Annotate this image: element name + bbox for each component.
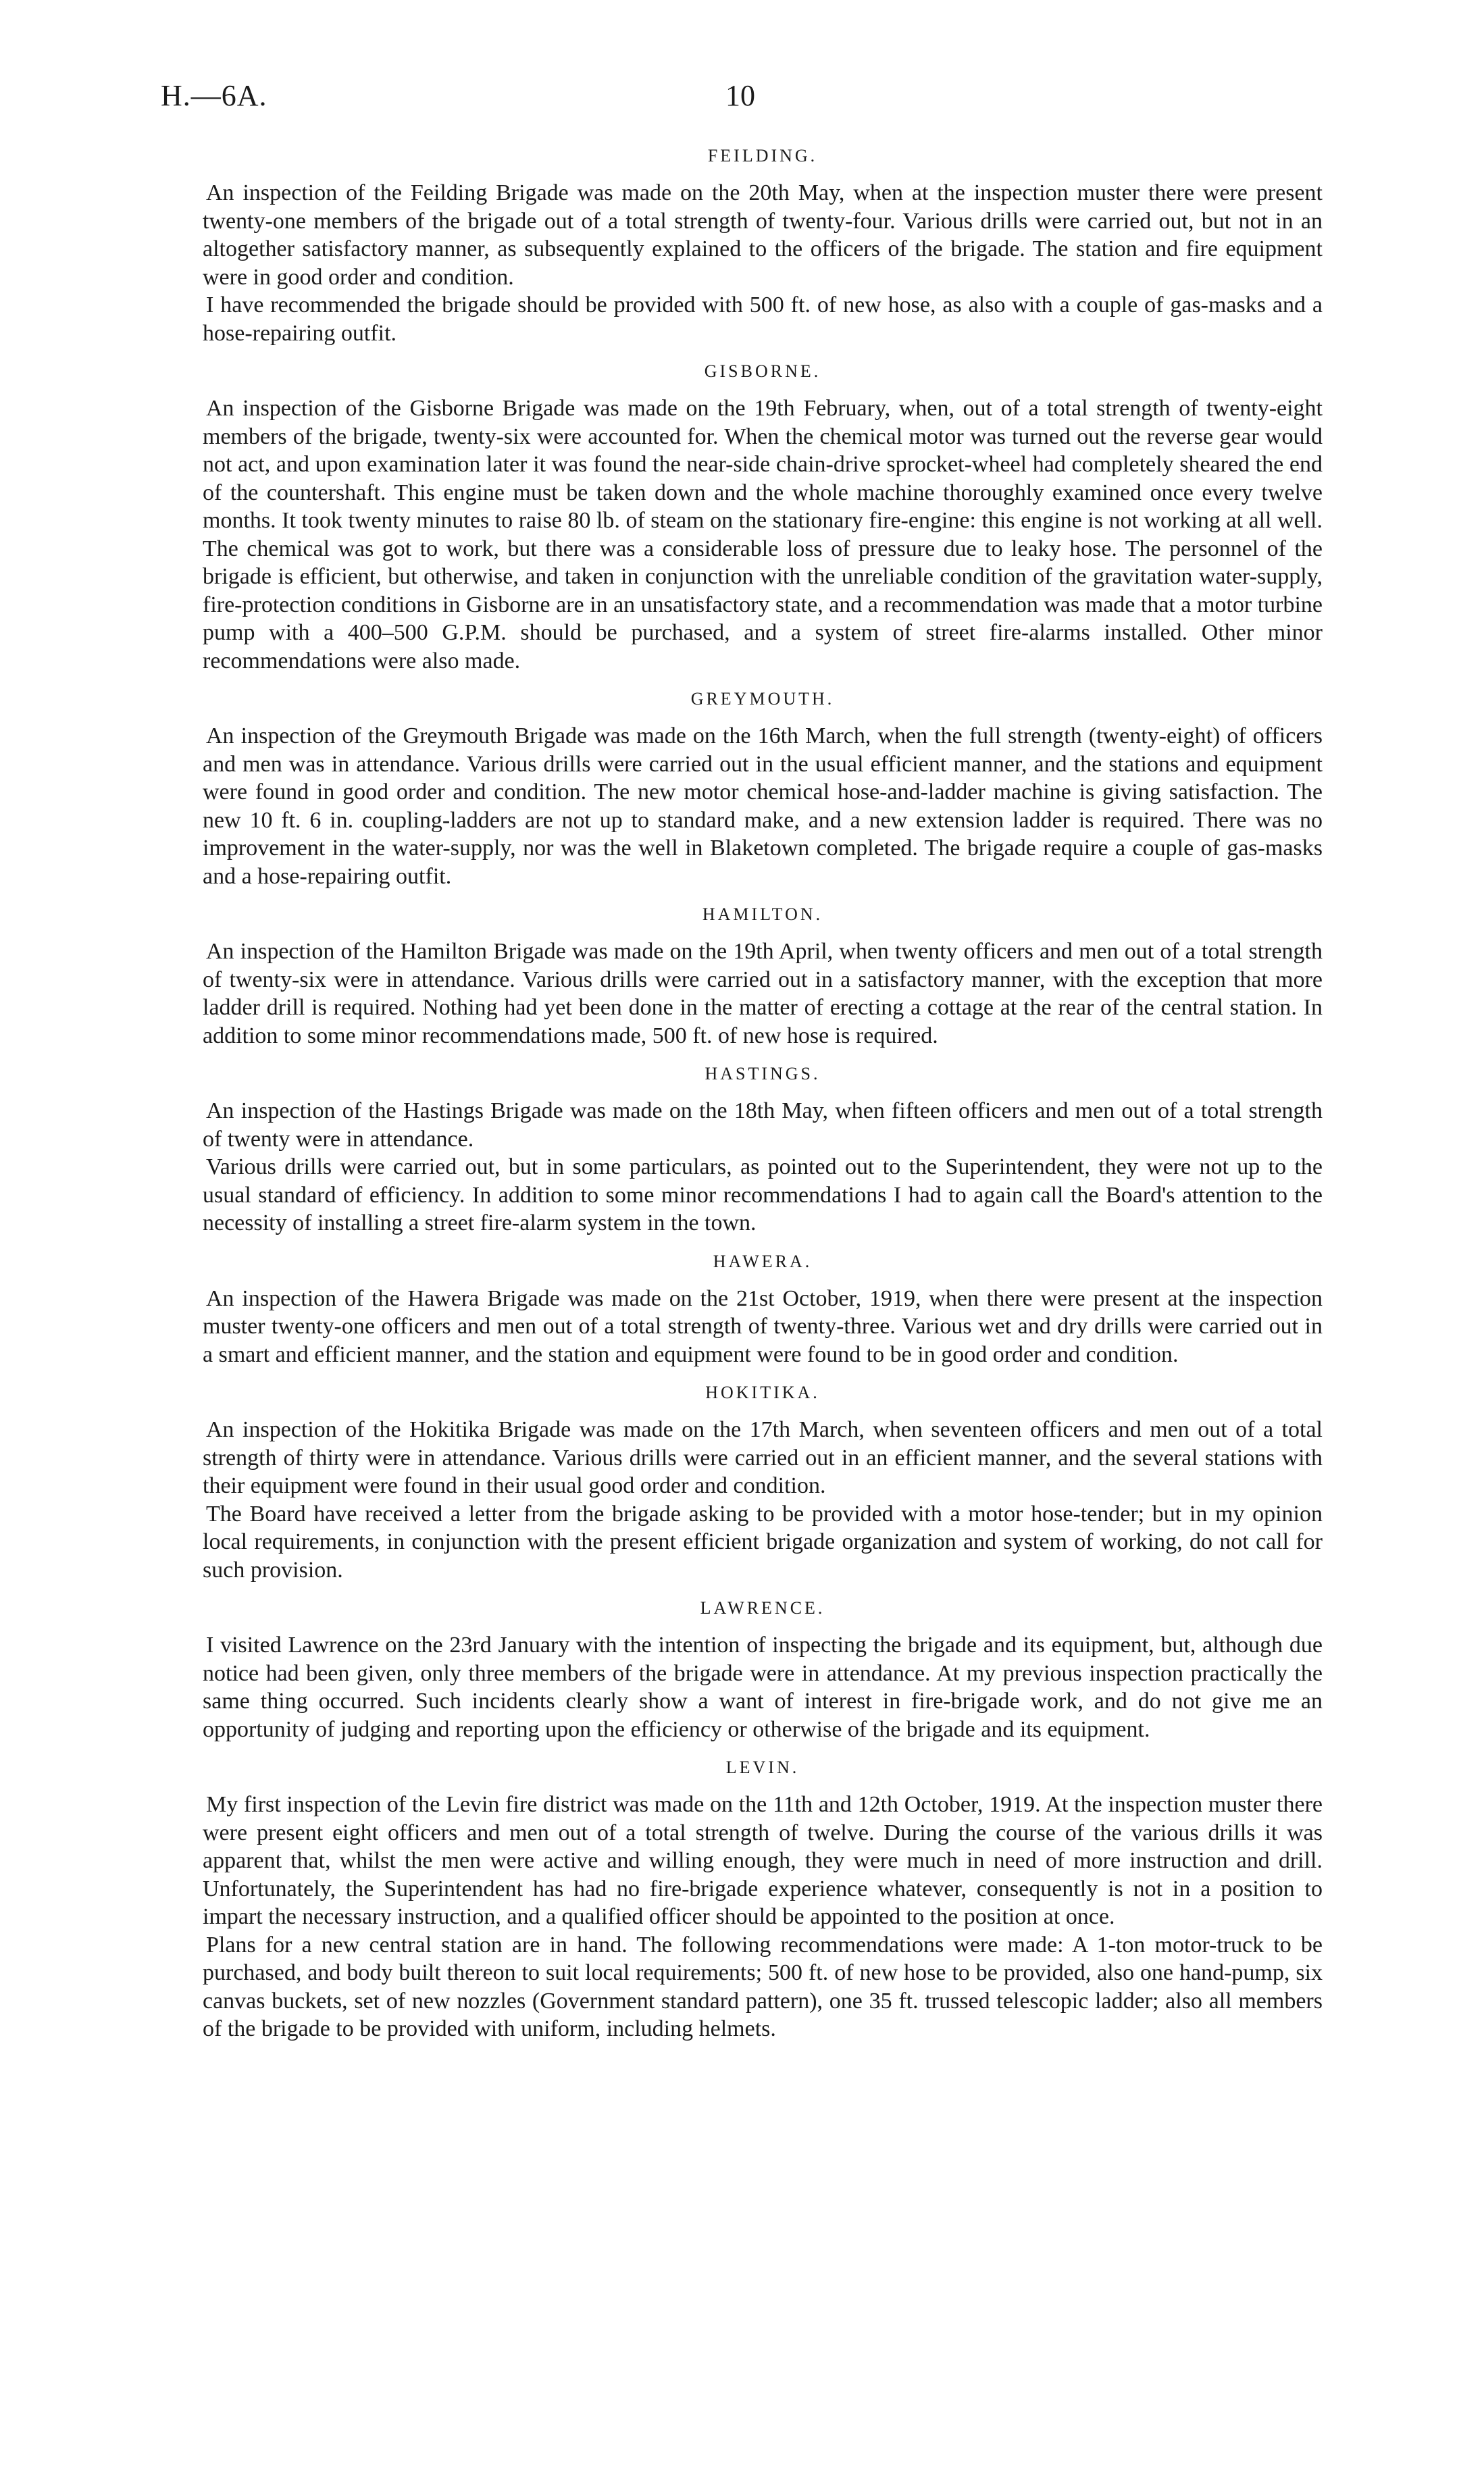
section-hastings <box>203 1063 1323 1237</box>
section-hawera <box>203 1251 1323 1369</box>
section-heading: LEVIN. <box>725 1758 800 1777</box>
document-body <box>203 145 1323 2043</box>
section-heading: HAWERA. <box>713 1251 813 1271</box>
section-greymouth <box>203 688 1323 890</box>
section-feilding <box>203 145 1323 347</box>
section-gisborne <box>203 361 1323 675</box>
document-id: H.—6A. <box>161 79 267 112</box>
paragraph: I have recommended the brigade should be provided with 500 ft. of new hose, as also with a couple of gas-masks and a hose-repairing outfit. <box>203 292 1323 346</box>
paragraph: The Board have received a letter from the brigade asking to be provided with a motor hose-tender; but in my opinion local requirements, in conjunction with the present efficient brigade organization and system of working, do not call for such provision. <box>203 1501 1323 1583</box>
section-heading: FEILDING. <box>707 146 818 165</box>
page-number: 10 <box>725 79 755 112</box>
section-heading: GISBORNE. <box>704 361 821 381</box>
paragraph: An inspection of the Hamilton Brigade was made on the 19th April, when twenty officers and men out of a total strength of twenty-six were in attendance. Various drills were carried out in a satisfactory manner, with the exception that more ladder drill is required. Nothing had yet been done in the matter of erecting a cottage at the rear of the central station. In addition to some minor recommendations made, 500 ft. of new hose is required. <box>203 939 1323 1048</box>
section-heading: LAWRENCE. <box>700 1598 825 1618</box>
paragraph: An inspection of the Gisborne Brigade was made on the 19th February, when, out of a total strength of twenty-eight members of the brigade, twenty-six were accounted for. When the chemical motor was turned out the reverse gear would not act, and upon examination later it was found the near-side chain-drive sprocket-wheel had completely sheared the end of the countershaft. This engine must be taken down and the whole machine thoroughly examined once every twelve months. It took twenty minutes to raise 80 lb. of steam on the stationary fire-engine: this engine is not working at all well. The chemical was got to work, but there was a considerable loss of pressure due to leaky hose. The personnel of the brigade is efficient, but otherwise, and taken in conjunction with the unreliable condition of the gravitation water-supply, fire-protection conditions in Gisborne are in an unsatisfactory state, and a recommendation was made that a motor turbine pump with a 400–500 G.P.M. should be purchased, and a system of street fire-alarms installed. Other minor recommendations were also made. <box>203 396 1323 673</box>
section-lawrence <box>203 1597 1323 1743</box>
paragraph: An inspection of the Greymouth Brigade was made on the 16th March, when the full strength (twenty-eight) of officers and men was in attendance. Various drills were carried out in the usual efficient manner, and the stations and equipment were found in good order and condition. The new motor chemical hose-and-ladder machine is giving satisfaction. The new 10 ft. 6 in. coupling-ladders are not up to standard make, and a new extension ladder is required. There was no improvement in the water-supply, nor was the well in Blaketown completed. The brigade require a couple of gas-masks and a hose-repairing outfit. <box>203 723 1323 889</box>
paragraph: Plans for a new central station are in hand. The following recommendations were made: A 1-ton motor-truck to be purchased, and body built thereon to suit local requirements; 500 ft. of new hose to be provided, also one hand-pump, six canvas buckets, set of new nozzles (Government standard pattern), one 35 ft. trussed telescopic ladder; also all members of the brigade to be provided with uniform, including helmets. <box>203 1932 1323 2041</box>
section-levin <box>203 1757 1323 2043</box>
paragraph: I visited Lawrence on the 23rd January with the intention of inspecting the brigade and its equipment, but, although due notice had been given, only three members of the brigade were in attendance. At my previous inspection practically the same thing occurred. Such incidents clearly show a want of interest in fire-brigade work, and do not give me an opportunity of judging and reporting upon the efficiency or otherwise of the brigade and its equipment. <box>203 1633 1323 1742</box>
section-heading: HAMILTON. <box>702 904 823 924</box>
paragraph: My first inspection of the Levin fire district was made on the 11th and 12th October, 1919. At the inspection muster there were present eight officers and men out of a total strength of twelve. During the course of the various drills it was apparent that, whilst the men were active and willing enough, they were much in need of more instruction and drill. Unfortunately, the Superintendent has had no fire-brigade experience whatever, consequently is not in a position to impart the necessary instruction, and a qualified officer should be appointed to the position at once. <box>203 1792 1323 1929</box>
section-heading: HOKITIKA. <box>705 1383 820 1402</box>
section-hamilton <box>203 904 1323 1050</box>
paragraph: An inspection of the Feilding Brigade was made on the 20th May, when at the inspection muster there were present twenty-one members of the brigade out of a total strength of twenty-four. Various drills were carried out, but not in an altogether satisfactory manner, as subsequently explained to the officers of the brigade. The station and fire equipment were in good order and condition. <box>203 180 1323 290</box>
section-hokitika <box>203 1382 1323 1584</box>
paragraph: An inspection of the Hawera Brigade was made on the 21st October, 1919, when there were present at the inspection muster twenty-one officers and men out of a total strength of twenty-three. Various wet and dry drills were carried out in a smart and efficient manner, and the station and equipment were found to be in good order and condition. <box>203 1285 1323 1367</box>
section-heading: HASTINGS. <box>705 1064 821 1083</box>
section-heading: GREYMOUTH. <box>690 689 835 709</box>
paragraph: An inspection of the Hokitika Brigade was made on the 17th March, when seventeen officers and men out of a total strength of thirty were in attendance. Various drills were carried out in an efficient manner, and the several stations with their equipment were found in their usual good order and condition. <box>203 1417 1323 1498</box>
paragraph: Various drills were carried out, but in some particulars, as pointed out to the Superintendent, they were not up to the usual standard of efficiency. In addition to some minor recommendations I had to again call the Board's attention to the necessity of installing a street fire-alarm system in the town. <box>203 1154 1323 1235</box>
paragraph: An inspection of the Hastings Brigade was made on the 18th May, when fifteen officers and men out of a total strength of twenty were in attendance. <box>203 1098 1323 1152</box>
